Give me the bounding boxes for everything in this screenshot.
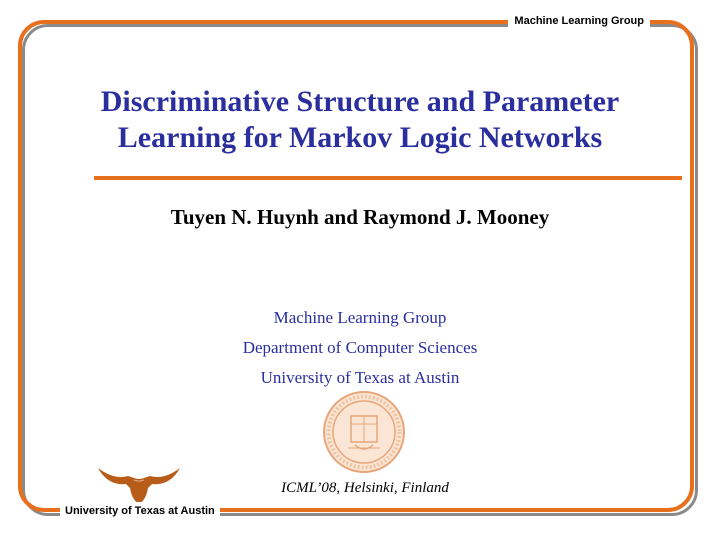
affiliation-line-1: Machine Learning Group	[273, 308, 447, 327]
title-line-2: Learning for Markov Logic Networks	[117, 121, 603, 154]
title-line-1: Discriminative Structure and Parameter	[100, 85, 620, 118]
header-group-label: Machine Learning Group	[508, 12, 650, 30]
longhorn-logo-icon	[96, 462, 182, 506]
venue-text: ICML’08, Helsinki, Finland	[281, 480, 449, 496]
affiliation-line-3: University of Texas at Austin	[260, 368, 460, 387]
university-seal-icon	[322, 390, 406, 474]
slide-title	[60, 84, 660, 156]
footer-university-label: University of Texas at Austin	[60, 502, 220, 520]
authors: Tuyen N. Huynh and Raymond J. Mooney	[170, 205, 550, 229]
affiliation-line-2: Department of Computer Sciences	[242, 338, 478, 357]
title-divider	[94, 176, 682, 180]
